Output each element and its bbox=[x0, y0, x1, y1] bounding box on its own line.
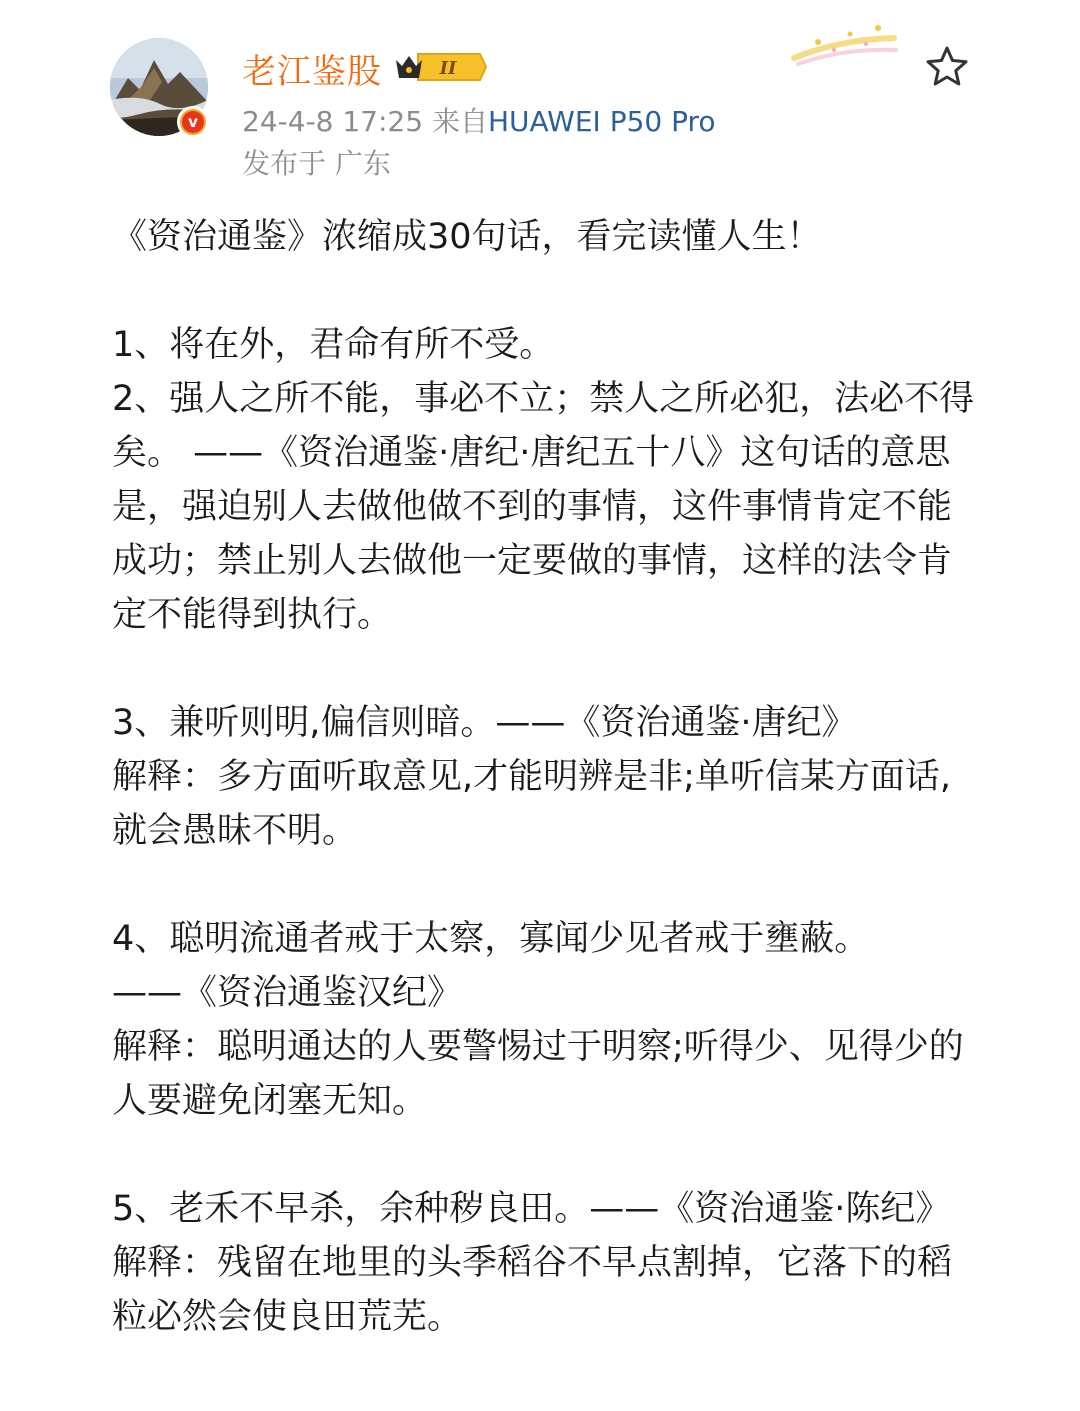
post-meta bbox=[242, 100, 716, 140]
source-prefix: 来自 bbox=[431, 105, 488, 138]
quote-1: 1、将在外，君命有所不受。 bbox=[112, 325, 555, 365]
post-body bbox=[112, 210, 982, 1344]
quote-3: 3、兼听则明,偏信则暗。——《资治通鉴·唐纪》 bbox=[112, 703, 857, 743]
star-outline-icon[interactable] bbox=[924, 44, 970, 90]
quote-4-source: ——《资治通鉴汉纪》 bbox=[112, 973, 463, 1013]
quote-4-explanation: 解释：聪明通达的人要警惕过于明察;听得少、见得少的人要避免闭塞无知。 bbox=[112, 1027, 964, 1121]
post-location: 发布于 广东 bbox=[242, 147, 391, 180]
verified-badge-icon: v bbox=[177, 106, 209, 138]
quote-3-explanation: 解释：多方面听取意见,才能明辨是非;单听信某方面话,就会愚昧不明。 bbox=[112, 757, 952, 851]
sparkle-decoration-icon bbox=[788, 20, 900, 72]
vip-level-label: II bbox=[439, 58, 457, 79]
post-title: 《资治通鉴》浓缩成30句话，看完读懂人生！ bbox=[112, 217, 822, 257]
device-link[interactable]: HUAWEI P50 Pro bbox=[487, 105, 716, 138]
post-header bbox=[0, 0, 1080, 190]
crown-vip-icon[interactable] bbox=[392, 50, 488, 84]
quote-4: 4、聪明流通者戒于太察，寡闻少见者戒于壅蔽。 bbox=[112, 919, 870, 959]
quote-2: 2、强人之所不能，事必不立；禁人之所必犯，法必不得矣。 ——《资治通鉴·唐纪·唐纪五十八》这句话的意思是，强迫别人去做他做不到的事情，这件事情肯定不能成功；禁止别人去做他一定要做的事情，这样的法令肯定不能得到执行。 bbox=[112, 379, 975, 635]
quote-5-explanation: 解释：残留在地里的头季稻谷不早点割掉，它落下的稻粒必然会使良田荒芜。 bbox=[112, 1243, 953, 1337]
username[interactable]: 老江鉴股 bbox=[242, 52, 382, 92]
timestamp: 24-4-8 17:25 bbox=[242, 105, 424, 138]
quote-5: 5、老禾不早杀，余种秽良田。——《资治通鉴·陈纪》 bbox=[112, 1189, 951, 1229]
